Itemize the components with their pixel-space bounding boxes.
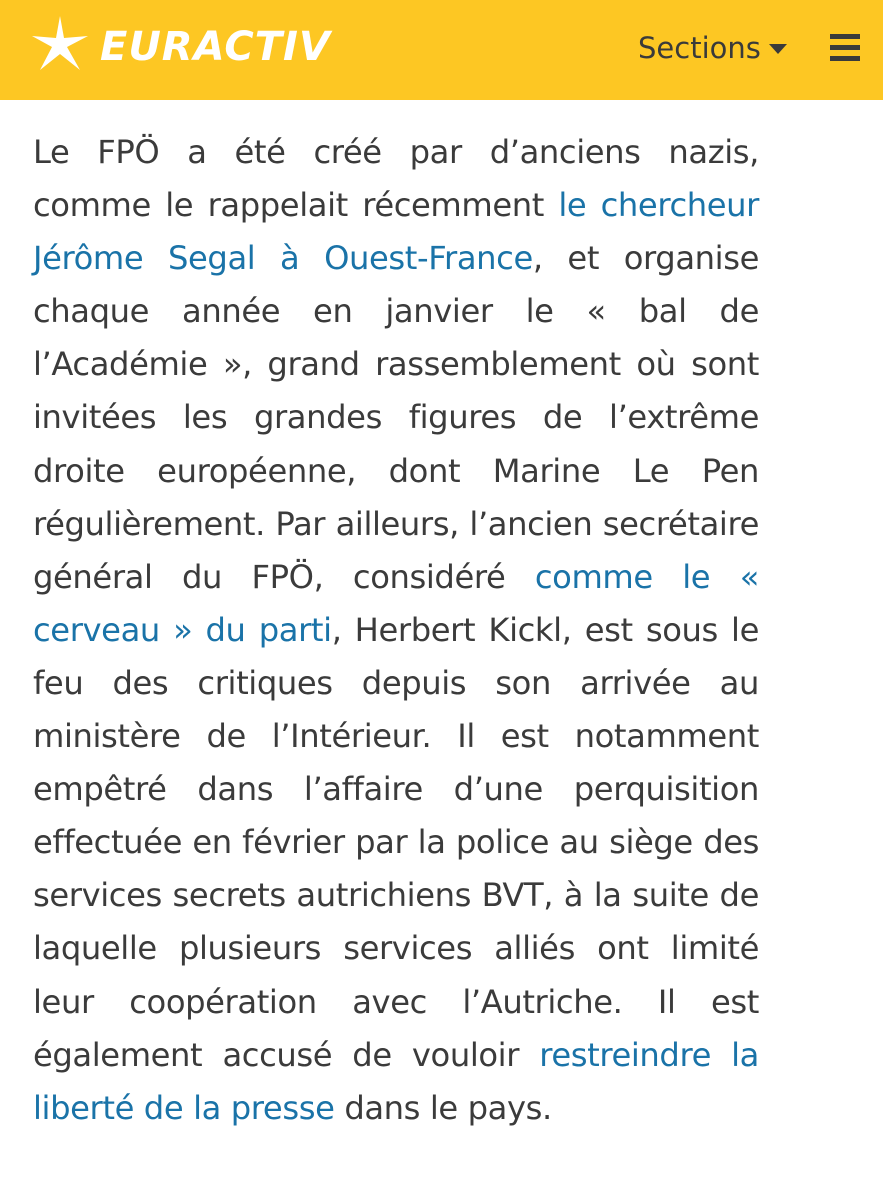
- article-text-4: dans le pays.: [334, 1088, 552, 1127]
- menu-bar-bottom: [830, 56, 860, 61]
- sections-label: Sections: [638, 31, 761, 65]
- sections-menu-button[interactable]: [638, 28, 787, 68]
- logo-star-icon: [30, 14, 102, 80]
- link-chercheur-segal[interactable]: le chercheur Jérôme Segal à Ouest-France: [33, 186, 759, 278]
- site-header: [0, 0, 883, 100]
- menu-bar-top: [830, 34, 860, 39]
- hamburger-menu-icon[interactable]: [830, 34, 860, 62]
- logo-text: EURACTIV: [100, 24, 331, 70]
- article-paragraph: [33, 126, 759, 1135]
- caret-down-icon: [769, 44, 787, 54]
- menu-bar-middle: [830, 45, 860, 50]
- article-text-2: , et organise chaque année en janvier le « bal de l’Académie », grand rassemblement où sont invitées les grandes figures de l’extrême droite européenne, dont Marine Le Pen régulièrement. Par ailleurs, l’ancien secrétaire général du FPÖ, considéré: [33, 239, 759, 596]
- article-text-3: , Herbert Kickl, est sous le feu des critiques depuis son arrivée au ministère de l’Intérieur. Il est notamment empêtré dans l’affaire d’une perquisition effectuée en février par la police au siège des services secrets autrichiens BVT, à la suite de laquelle plusieurs services alliés ont limité leur coopération avec l’Autriche. Il est également accusé de vouloir: [33, 610, 759, 1074]
- link-liberte-presse[interactable]: restreindre la liberté de la presse: [33, 1035, 759, 1127]
- article-text-1: Le FPÖ a été créé par d’anciens nazis, comme le rappelait récemment: [33, 133, 759, 225]
- link-cerveau-du-parti[interactable]: comme le « cerveau » du parti: [33, 557, 759, 649]
- euractiv-logo[interactable]: [30, 14, 330, 80]
